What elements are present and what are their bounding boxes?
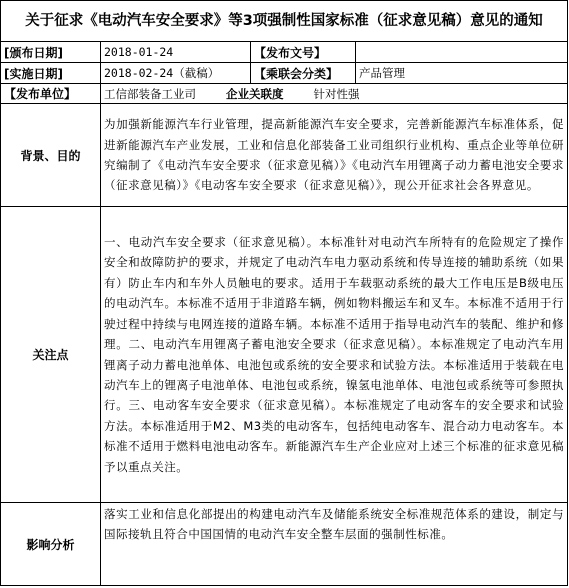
publish-date-label: [颁布日期] <box>1 42 101 63</box>
relevance-label: 企业关联度 <box>226 86 284 101</box>
background-label: 背景、目的 <box>1 104 101 207</box>
impact-label: 影响分析 <box>1 503 101 586</box>
publisher-row <box>101 84 568 104</box>
doc-number-value <box>356 42 568 63</box>
doc-number-label: 【发布文号】 <box>251 42 356 63</box>
effective-date-label: [实施日期] <box>1 63 101 84</box>
impact-text: 落实工业和信息化部提出的构建电动汽车及储能系统安全标准规范体系的建设，制定与国际接轨且符合中国国情的电动汽车安全整车层面的强制性标准。 <box>101 503 568 586</box>
focus-text: 一、电动汽车安全要求（征求意见稿）。本标准针对电动汽车所特有的危险规定了操作安全和故障防护的要求，并规定了电动汽车电力驱动系统和传导连接的辅助系统（如果有）防止车内和车外人员触电的要求。适用于车载驱动系统的最大工作电压是B级电压的电动汽车。本标准不适用于非道路车辆，例如物料搬运车和叉车。本标准不适用于行驶过程中持续与电网连接的道路车辆。本标准不适用于指导电动汽车的装配、维护和修理。二、电动汽车用锂离子蓄电池安全要求（征求意见稿）。本标准规定了电动汽车用锂离子动力蓄电池单体、电池包或系统的安全要求和试验方法。本标准适用于装载在电动汽车上的锂离子电池单体、电池包或系统，镍氢电池单体、电池包或系统等可参照执行。三、电动客车安全要求（征求意见稿）。本标准规定了电动客车的安全要求和试验方法。本标准适用于M2、M3类的电动客车，包括纯电动客车、混合动力电动客车。本标准不适用于燃料电池电动客车。新能源汽车生产企业应对上述三个标准的征求意见稿予以重点关注。 <box>101 207 568 503</box>
publish-date-value: 2018-01-24 <box>101 42 251 63</box>
effective-date-value: 2018-02-24（截稿） <box>101 63 251 84</box>
publisher-value: 工信部装备工业司 <box>104 86 196 101</box>
notice-title: 关于征求《电动汽车安全要求》等3项强制性国家标准（征求意见稿）意见的通知 <box>1 1 568 42</box>
publisher-label: 【发布单位】 <box>1 84 101 104</box>
category-value: 产品管理 <box>356 63 568 84</box>
relevance-value: 针对性强 <box>313 86 360 101</box>
category-label: 【乘联会分类】 <box>251 63 356 84</box>
background-text: 为加强新能源汽车行业管理，提高新能源汽车安全要求，完善新能源汽车标准体系，促进新能源汽车产业发展，工业和信息化部装备工业司组织行业机构、重点企业等单位研究编制了《电动汽车安全要求（征求意见稿）》《电动汽车用锂离子动力蓄电池安全要求（征求意见稿）》《电动客车安全要求（征求意见稿）》，现公开征求社会各界意见。 <box>101 104 568 207</box>
focus-label: 关注点 <box>1 207 101 503</box>
